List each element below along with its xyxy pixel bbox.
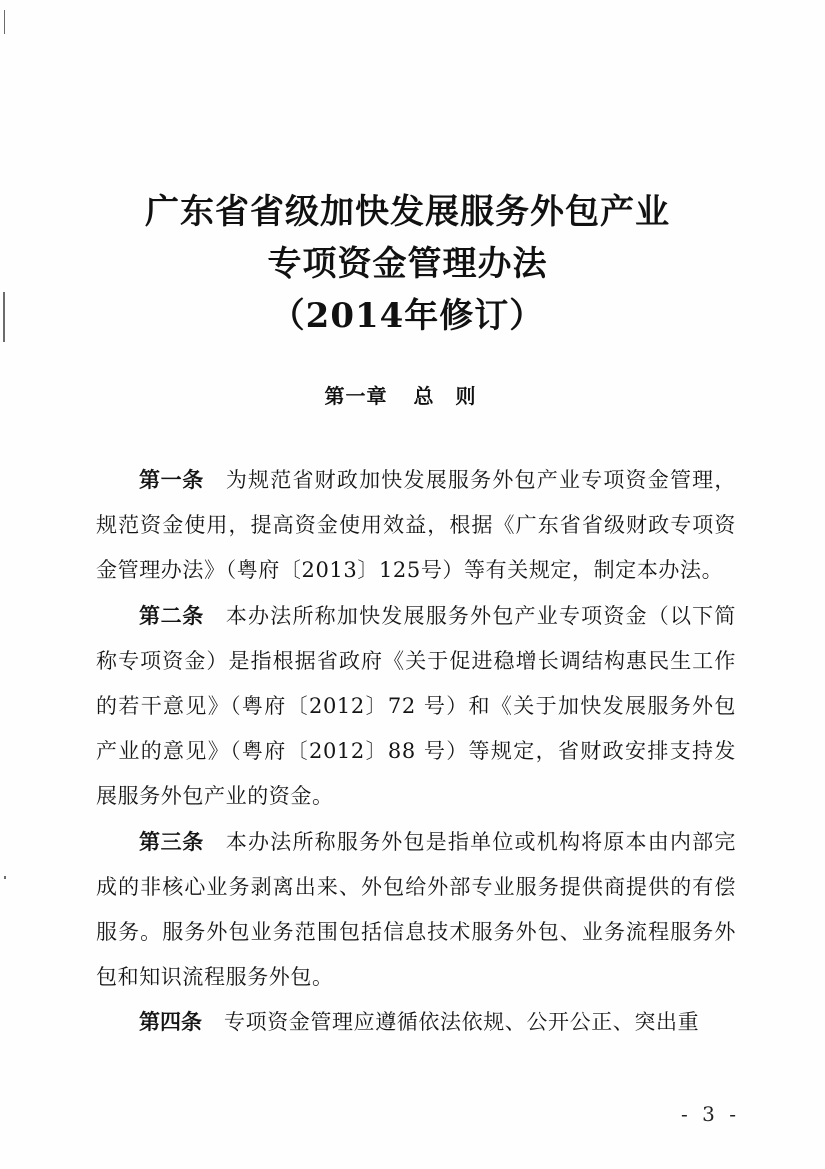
article-4 — [96, 1000, 736, 1045]
article-text: 本办法所称服务外包是指单位或机构将原本由内部完成的非核心业务剥离出来、外包给外部专业服务提供商提供的有偿服务。服务外包业务范围包括信息技术服务外包、业务流程服务外包和知识流程服务外包。 — [96, 829, 736, 990]
article-3 — [96, 820, 736, 1001]
page-number: - 3 - — [681, 1102, 740, 1126]
article-number: 第二条 — [139, 603, 204, 628]
scan-margin-mark — [4, 876, 6, 879]
document-title — [0, 186, 825, 342]
scan-margin-mark — [4, 10, 5, 34]
article-1 — [96, 458, 736, 594]
article-text: 专项资金管理应遵循依法依规、公开公正、突出重 — [224, 1010, 700, 1035]
article-2 — [96, 594, 736, 820]
article-text: 本办法所称加快发展服务外包产业专项资金（以下简称专项资金）是指根据省政府《关于促进稳增长调结构惠民生工作的若干意见》（粤府〔2012〕72 号）和《关于加快发展服务外包产业的意见》（粤府〔2012〕88 号）等规定，省财政安排支持发展服务外包产业的资金。 — [96, 603, 736, 809]
chapter-label: 第一章 — [324, 384, 388, 408]
article-number: 第三条 — [139, 829, 204, 854]
article-number: 第四条 — [139, 1010, 202, 1035]
document-body — [96, 458, 736, 1046]
title-line-2: 专项资金管理办法 — [267, 244, 548, 284]
title-line-3: （2014年修订） — [270, 296, 545, 336]
chapter-heading — [0, 380, 813, 409]
chapter-name: 总 则 — [413, 384, 477, 408]
title-line-1: 广东省省级加快发展服务外包产业 — [145, 192, 670, 232]
article-text: 为规范省财政加快发展服务外包产业专项资金管理，规范资金使用，提高资金使用效益，根据《广东省省级财政专项资金管理办法》（粤府〔2013〕125号）等有关规定，制定本办法。 — [96, 468, 736, 583]
article-number: 第一条 — [139, 468, 204, 492]
